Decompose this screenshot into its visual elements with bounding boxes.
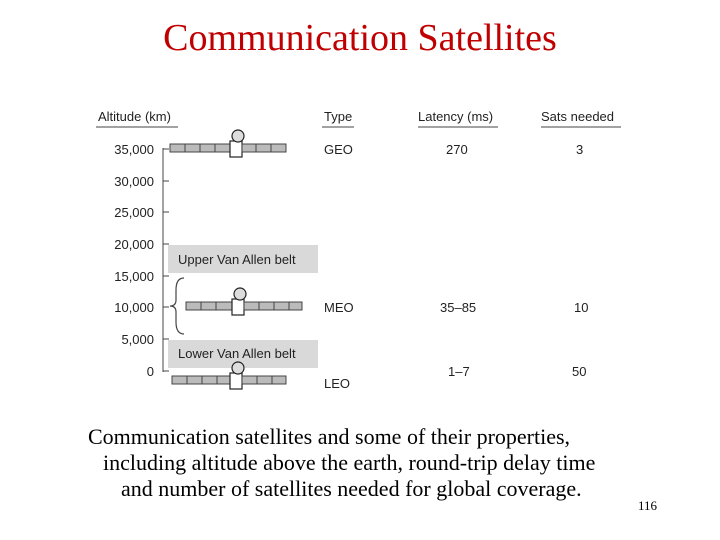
altitude-tick-label: 0 [146, 364, 154, 379]
altitude-tick-label: 25,000 [114, 205, 154, 220]
orbit-type-geo: GEO [324, 142, 353, 157]
altitude-tick-label: 20,000 [114, 237, 154, 252]
altitude-tick-label: 30,000 [114, 174, 154, 189]
lower-van-allen-belt-label: Lower Van Allen belt [178, 346, 296, 361]
sats-needed-meo: 10 [574, 300, 589, 315]
header-sats-needed: Sats needed [541, 109, 615, 124]
header-altitude: Altitude (km) [98, 109, 171, 124]
latency-geo: 270 [446, 142, 468, 157]
header-type: Type [324, 109, 353, 124]
altitude-tick-label: 35,000 [114, 142, 154, 157]
geo-satellite-icon [170, 130, 286, 157]
caption-line-1: Communication satellites and some of their properties, [88, 424, 571, 449]
caption-line-2: including altitude above the earth, round-trip delay time [103, 450, 596, 475]
sats-needed-geo: 3 [576, 142, 584, 157]
header-latency: Latency (ms) [418, 109, 494, 124]
sats-needed-leo: 50 [572, 364, 587, 379]
altitude-tick-label: 5,000 [121, 332, 154, 347]
orbit-type-leo: LEO [324, 376, 351, 391]
altitude-ticks [163, 149, 169, 371]
page-number: 116 [638, 498, 658, 513]
meo-satellite-icon [186, 288, 302, 315]
upper-van-allen-belt-label: Upper Van Allen belt [178, 252, 296, 267]
latency-meo: 35–85 [440, 300, 477, 315]
slide-title: Communication Satellites [163, 17, 557, 59]
meo-range-brace [170, 278, 184, 334]
caption-line-3: and number of satellites needed for global coverage. [121, 476, 582, 501]
altitude-tick-label: 15,000 [114, 269, 154, 284]
altitude-tick-label: 10,000 [114, 300, 154, 315]
latency-leo: 1–7 [448, 364, 470, 379]
orbit-type-meo: MEO [324, 300, 354, 315]
leo-satellite-icon [172, 362, 286, 389]
